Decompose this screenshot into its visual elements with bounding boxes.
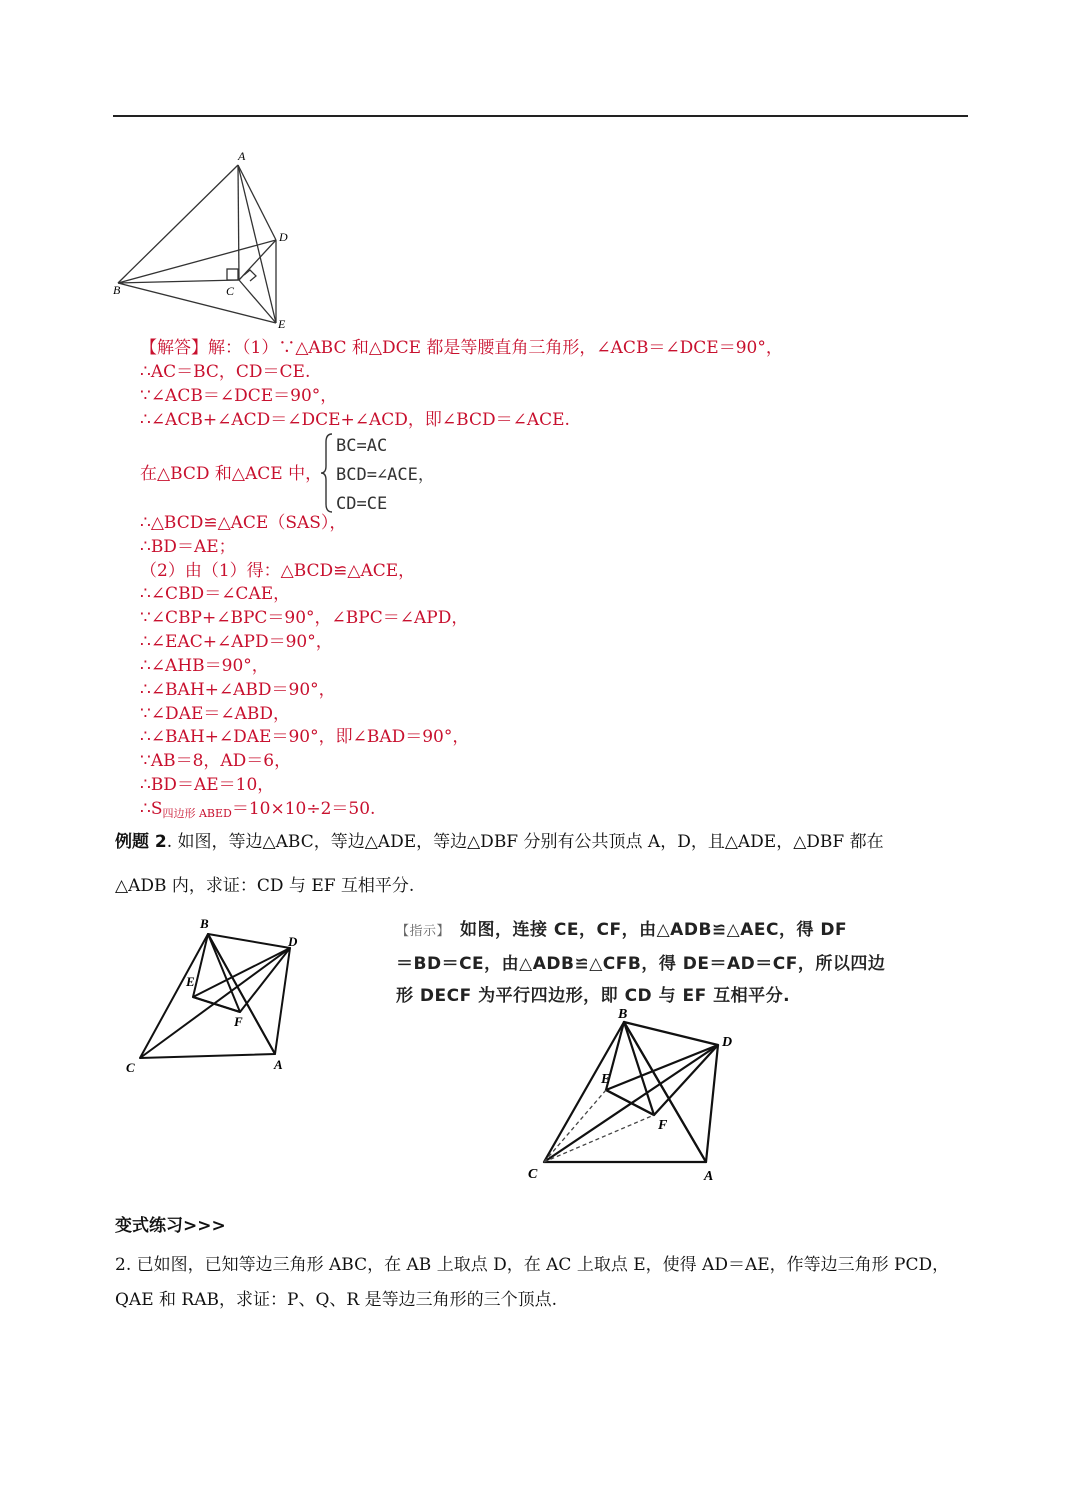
solution-line-3: ∵∠ACB＝∠DCE＝90°， (140, 386, 338, 406)
brace-label: 在△BCD 和△ACE 中， (140, 464, 323, 484)
problem-line-2: QAE 和 RAB，求证：P、Q、R 是等边三角形的三个顶点. (115, 1290, 557, 1310)
hint-text-1: 如图，连接 CE，CF，由△ADB≌△AEC，得 DF (460, 920, 848, 940)
fig1-label-c: C (226, 284, 235, 298)
fig3-label-f: F (658, 1118, 668, 1133)
solution-line-9: ∵∠CBP+∠BPC＝90°，∠BPC＝∠APD， (140, 608, 469, 628)
fig2-label-b: B (200, 916, 209, 931)
area-prefix: ∴S (140, 799, 163, 819)
left-brace (320, 432, 334, 514)
example-2-text: . 如图，等边△ABC，等边△ADE，等边△DBF 分别有公共顶点 A，D，且△ADE，△DBF 都在 (166, 832, 884, 852)
example-2-label: 例题 2 (115, 832, 167, 852)
figure-3-diagram (520, 1000, 780, 1190)
brace-condition-2: BCD=∠ACE， (336, 465, 435, 485)
solution-area-line (140, 798, 375, 825)
hint-tag: 【指示】 (396, 924, 451, 939)
fig1-label-d: D (279, 230, 288, 244)
fig3-label-a: A (704, 1169, 714, 1184)
solution-line-2: ∴AC＝BC，CD＝CE. (140, 362, 311, 382)
solution-line-14: ∴∠BAH+∠DAE＝90°，即∠BAD＝90°， (140, 727, 470, 747)
brace-conditions (336, 432, 435, 519)
header-rule (113, 115, 968, 117)
solution-line-5: ∴△BCD≌△ACE（SAS）， (140, 513, 347, 533)
example-2-title (115, 830, 884, 854)
fig1-label-b: B (113, 283, 121, 297)
fig2-label-c: C (126, 1060, 135, 1075)
figure-1-diagram (108, 145, 308, 335)
fig2-label-d: D (288, 934, 298, 949)
problem-line-1: 2. 已如图，已知等边三角形 ABC，在 AB 上取点 D，在 AC 上取点 E，使得 AD＝AE，作等边三角形 PCD， (115, 1255, 950, 1275)
fig3-label-b: B (618, 1007, 628, 1022)
hint-line-3: 形 DECF 为平行四边形，即 CD 与 EF 互相平分. (396, 986, 791, 1006)
brace-condition-3: CD=CE (336, 494, 388, 514)
fig1-label-e: E (278, 317, 286, 331)
hint-block (396, 914, 885, 1012)
fig1-label-a: A (238, 149, 246, 163)
solution-line-4: ∴∠ACB+∠ACD＝∠DCE+∠ACD，即∠BCD＝∠ACE. (140, 410, 570, 430)
fig2-label-f: F (234, 1014, 243, 1029)
fig3-label-e: E (601, 1072, 611, 1087)
solution-line-13: ∵∠DAE＝∠ABD， (140, 704, 291, 724)
section-title: 变式练习>>> (115, 1216, 226, 1236)
fig3-label-c: C (528, 1167, 538, 1182)
fig3-label-d: D (722, 1035, 733, 1050)
solution-line-6: ∴BD＝AE； (140, 537, 236, 557)
brace-condition-1: BC=AC (336, 436, 388, 456)
solution-line-15: ∵AB＝8，AD＝6， (140, 751, 292, 771)
example-2-line-2: △ADB 内，求证：CD 与 EF 互相平分. (115, 876, 415, 896)
area-subscript: 四边形 ABED (162, 807, 232, 820)
fig2-label-a: A (274, 1057, 283, 1072)
solution-line-11: ∴∠AHB＝90°， (140, 656, 269, 676)
figure-2-diagram (120, 912, 320, 1082)
solution-line-16: ∴BD＝AE＝10， (140, 775, 275, 795)
hint-line-2: ＝BD＝CE，由△ADB≌△CFB，得 DE＝AD＝CF，所以四边 (396, 954, 886, 974)
solution-line-8: ∴∠CBD＝∠CAE， (140, 584, 291, 604)
fig2-label-e: E (186, 974, 195, 989)
hint-line-1 (396, 914, 885, 948)
solution-line-10: ∴∠EAC+∠APD＝90°， (140, 632, 333, 652)
solution-line-12: ∴∠BAH+∠ABD＝90°， (140, 680, 336, 700)
area-result: ＝10×10÷2＝50. (231, 799, 376, 819)
solution-line-1: 【解答】解：（1）∵△ABC 和△DCE 都是等腰直角三角形，∠ACB＝∠DCE＝90°， (140, 338, 783, 358)
solution-line-7: （2）由（1）得：△BCD≌△ACE， (140, 561, 416, 581)
